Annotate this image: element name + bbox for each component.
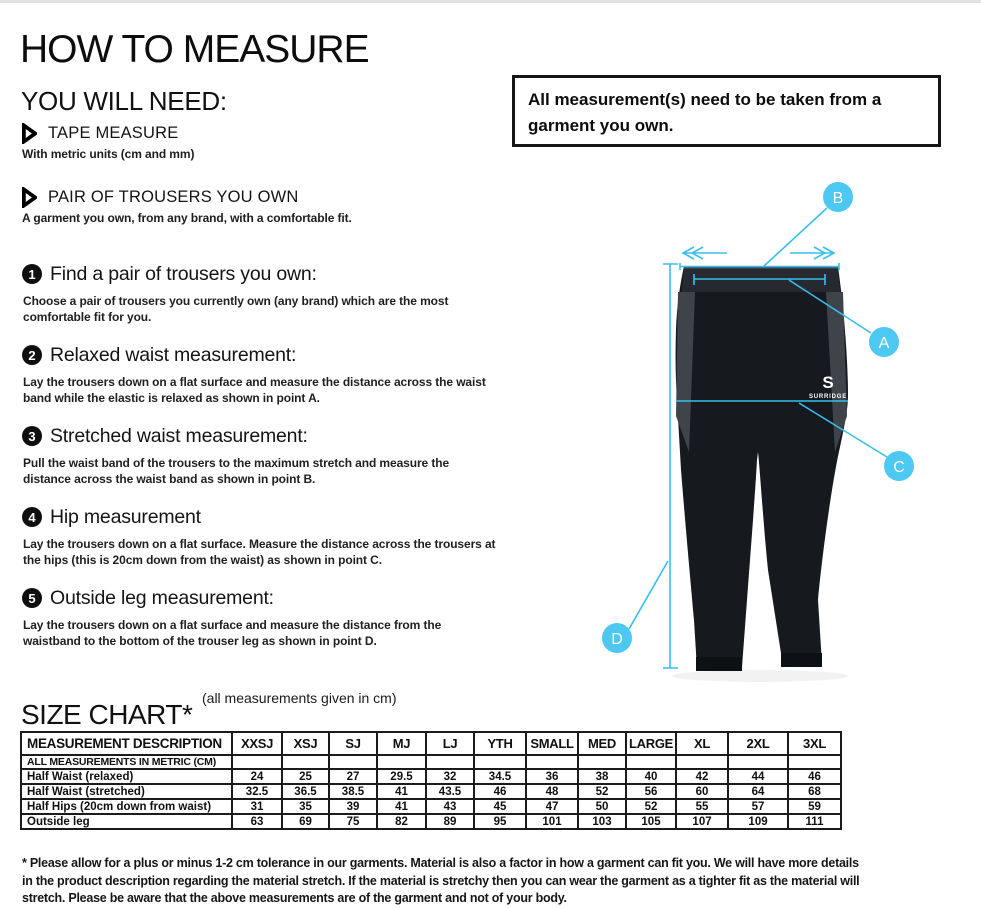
need-item-label: TAPE MEASURE: [48, 124, 179, 142]
table-cell: 45: [474, 799, 526, 814]
table-cell: 109: [728, 814, 788, 829]
table-cell: 82: [377, 814, 426, 829]
column-header: XL: [676, 732, 728, 755]
callout-d-label: D: [611, 631, 623, 648]
table-cell: 31: [232, 799, 282, 814]
table-row: [21, 814, 841, 829]
brand-logo-wordmark: SURRIDGE: [808, 394, 848, 400]
table-cell: 41: [377, 799, 426, 814]
step-description: Lay the trousers down on a flat surface. Measure the distance across the trousers at the hips (this is 20cm down from the waist) as shown in point C.: [23, 537, 496, 567]
table-cell: 69: [282, 814, 329, 829]
table-cell: 52: [626, 799, 676, 814]
table-cell: 27: [329, 769, 377, 784]
callout-a-label: A: [878, 335, 890, 352]
table-cell: [578, 755, 626, 769]
page-title: HOW TO MEASURE: [20, 28, 369, 72]
need-item-description: A garment you own, from any brand, with a comfortable fit.: [22, 211, 352, 225]
step-item-1: [22, 263, 502, 325]
row-label: Half Waist (stretched): [21, 784, 232, 799]
table-cell: 43: [426, 799, 474, 814]
table-row: [21, 769, 841, 784]
row-label: Half Waist (relaxed): [21, 769, 232, 784]
trousers-cuff-left: [696, 657, 742, 671]
column-header: SJ: [329, 732, 377, 755]
step-item-5: [22, 587, 502, 649]
table-cell: 56: [626, 784, 676, 799]
table-cell: 43.5: [426, 784, 474, 799]
size-chart-heading: SIZE CHART*: [21, 699, 193, 731]
callout-d-connector: [629, 561, 668, 629]
table-cell: 32.5: [232, 784, 282, 799]
outside-leg-line-d: [663, 264, 678, 668]
table-cell: [329, 755, 377, 769]
table-cell: 50: [578, 799, 626, 814]
table-cell: 63: [232, 814, 282, 829]
step-number-badge: 3: [22, 426, 42, 446]
step-number-badge: 1: [22, 264, 42, 284]
column-header: MJ: [377, 732, 426, 755]
step-heading: Hip measurement: [50, 506, 201, 528]
step-heading: Find a pair of trousers you own:: [50, 263, 317, 285]
column-header: 3XL: [788, 732, 841, 755]
table-cell: 55: [676, 799, 728, 814]
step-description: Pull the waist band of the trousers to the maximum stretch and measure the distance across the waist band as shown in point B.: [23, 456, 450, 486]
table-cell: 47: [526, 799, 578, 814]
callout-c-label: C: [893, 459, 905, 476]
stretch-arrow-right: [790, 247, 834, 259]
column-header: LARGE: [626, 732, 676, 755]
table-cell: 35: [282, 799, 329, 814]
table-cell: 44: [728, 769, 788, 784]
callout-b-label: B: [832, 190, 844, 207]
trousers-cuff-right: [781, 653, 822, 667]
table-cell: 103: [578, 814, 626, 829]
step-item-2: [22, 344, 502, 406]
column-header: YTH: [474, 732, 526, 755]
column-header: 2XL: [728, 732, 788, 755]
table-row: [21, 755, 841, 769]
column-header: MEASUREMENT DESCRIPTION: [21, 732, 232, 755]
table-cell: 41: [377, 784, 426, 799]
size-chart-table-container: [20, 731, 842, 830]
table-cell: 101: [526, 814, 578, 829]
table-cell: [526, 755, 578, 769]
table-cell: 59: [788, 799, 841, 814]
step-description: Choose a pair of trousers you currently own (any brand) which are the most comfortable fit for you.: [23, 294, 449, 324]
table-cell: 36.5: [282, 784, 329, 799]
table-cell: 48: [526, 784, 578, 799]
table-cell: 38: [578, 769, 626, 784]
trousers-shadow: [672, 670, 848, 682]
column-header: SMALL: [526, 732, 578, 755]
table-cell: 52: [578, 784, 626, 799]
table-cell: 57: [728, 799, 788, 814]
column-header: XSJ: [282, 732, 329, 755]
table-cell: 111: [788, 814, 841, 829]
table-cell: 32: [426, 769, 474, 784]
table-cell: 42: [676, 769, 728, 784]
step-description: Lay the trousers down on a flat surface and measure the distance across the waist band while the elastic is relaxed as shown in point A.: [23, 375, 486, 405]
footnote: * Please allow for a plus or minus 1-2 cm tolerance in our garments. Material is also a factor in how a garment can fit you. We will have more details in the product description regarding the material stretch. If the material is stretchy then you can wear the garment as a tighter fit as the material will stretch. Please be aware that the above measurements are of the garment and not of your body.: [22, 856, 860, 905]
table-cell: [676, 755, 728, 769]
need-item-trousers: [22, 187, 352, 225]
table-cell: [728, 755, 788, 769]
step-item-4: [22, 506, 502, 568]
you-will-need-heading: YOU WILL NEED:: [21, 85, 227, 116]
table-cell: 95: [474, 814, 526, 829]
step-number-badge: 4: [22, 507, 42, 527]
table-cell: 60: [676, 784, 728, 799]
table-row: [21, 799, 841, 814]
row-label: Outside leg: [21, 814, 232, 829]
metric-subheader-cell: ALL MEASUREMENTS IN METRIC (CM): [21, 755, 232, 769]
table-cell: 24: [232, 769, 282, 784]
trousers-measurement-diagram: [600, 165, 981, 690]
step-number-badge: 2: [22, 345, 42, 365]
step-heading: Outside leg measurement:: [50, 587, 274, 609]
table-cell: 75: [329, 814, 377, 829]
table-cell: 64: [728, 784, 788, 799]
play-triangle-icon: [22, 187, 37, 208]
play-triangle-icon: [22, 123, 37, 144]
top-divider: [0, 0, 981, 3]
trousers-body: [676, 266, 848, 669]
step-heading: Stretched waist measurement:: [50, 425, 308, 447]
table-cell: 40: [626, 769, 676, 784]
step-number-badge: 5: [22, 588, 42, 608]
table-cell: 34.5: [474, 769, 526, 784]
need-item-description: With metric units (cm and mm): [22, 147, 195, 161]
row-label: Half Hips (20cm down from waist): [21, 799, 232, 814]
table-header-row: [21, 732, 841, 755]
table-cell: [377, 755, 426, 769]
need-item-label: PAIR OF TROUSERS YOU OWN: [48, 188, 299, 206]
brand-logo-mark: S: [822, 373, 834, 392]
table-cell: [282, 755, 329, 769]
step-description: Lay the trousers down on a flat surface and measure the distance from the waistband to the bottom of the trouser leg as shown in point D.: [23, 618, 442, 648]
step-heading: Relaxed waist measurement:: [50, 344, 297, 366]
table-cell: 25: [282, 769, 329, 784]
table-cell: 36: [526, 769, 578, 784]
table-cell: [788, 755, 841, 769]
need-item-tape-measure: [22, 123, 194, 161]
column-header: MED: [578, 732, 626, 755]
stretch-arrow-left: [683, 247, 727, 259]
table-cell: 68: [788, 784, 841, 799]
notice-box: All measurement(s) need to be taken from a garment you own.: [512, 75, 941, 147]
table-cell: 46: [788, 769, 841, 784]
table-cell: 105: [626, 814, 676, 829]
size-chart-caption: (all measurements given in cm): [202, 690, 397, 706]
table-cell: [426, 755, 474, 769]
table-cell: [626, 755, 676, 769]
table-cell: [474, 755, 526, 769]
table-cell: 29.5: [377, 769, 426, 784]
table-cell: 107: [676, 814, 728, 829]
column-header: LJ: [426, 732, 474, 755]
table-cell: 46: [474, 784, 526, 799]
size-chart-table: [20, 731, 842, 830]
table-cell: [232, 755, 282, 769]
column-header: XXSJ: [232, 732, 282, 755]
table-cell: 39: [329, 799, 377, 814]
step-item-3: [22, 425, 502, 487]
table-cell: 38.5: [329, 784, 377, 799]
table-cell: 89: [426, 814, 474, 829]
table-row: [21, 784, 841, 799]
